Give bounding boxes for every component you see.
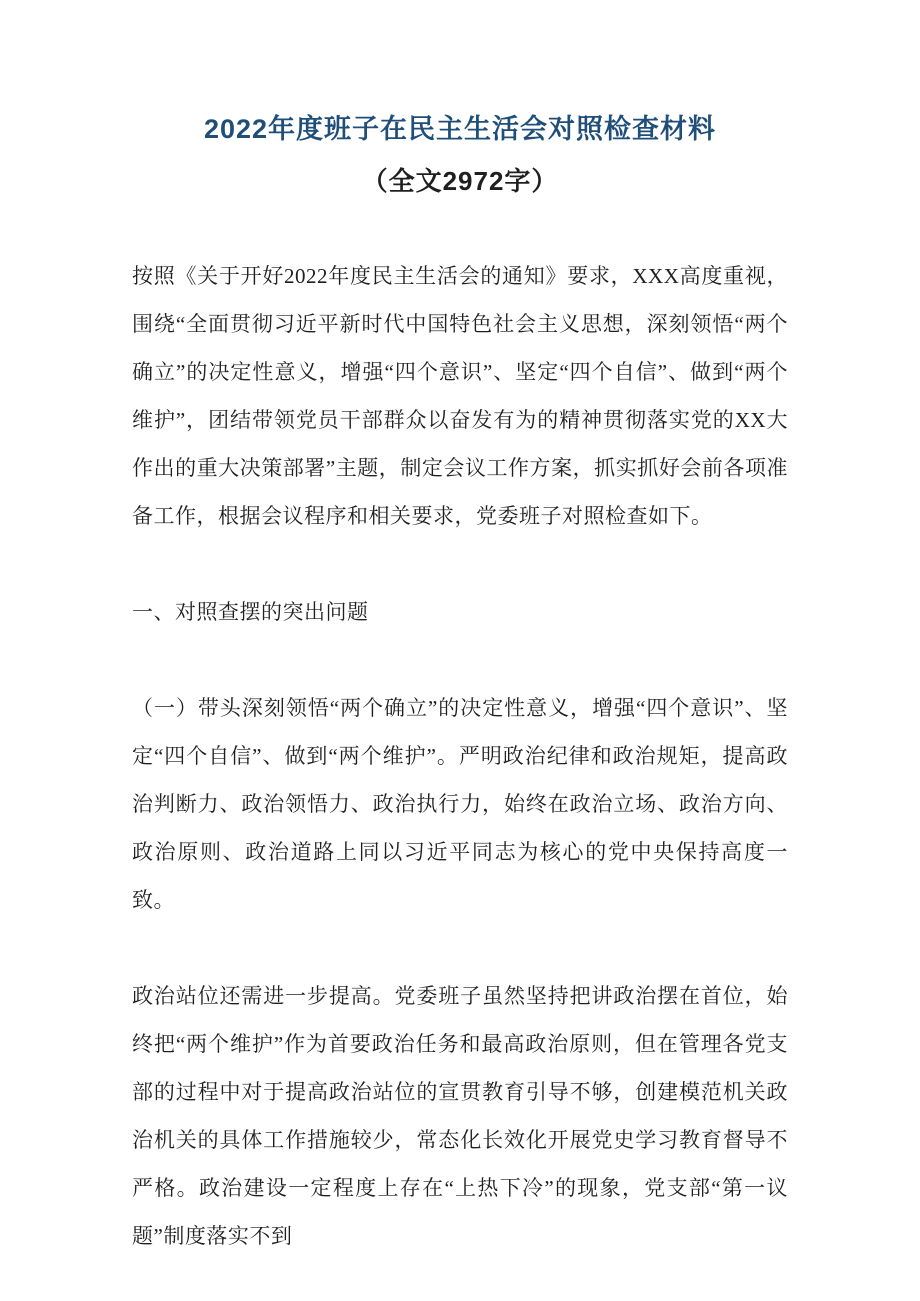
paragraph-intro: 按照《关于开好2022年度民主生活会的通知》要求，XXX高度重视，围绕“全面贯彻习近平新时代中国特色社会主义思想，深刻领悟“两个确立”的决定性意义，增强“四个意识”、坚定“四个自信”、做到“两个维护”，团结带领党员干部群众以奋发有为的精神贯彻落实党的XX大作出的重大决策部署”主题，制定会议工作方案，抓实抓好会前各项准备工作，根据会议程序和相关要求，党委班子对照检查如下。 <box>132 264 788 528</box>
paragraph-political-stance: 政治站位还需进一步提高。党委班子虽然坚持把讲政治摆在首位，始终把“两个维护”作为首要政治任务和最高政治原则，但在管理各党支部的过程中对于提高政治站位的宣贯教育引导不够，创建模范机关政治机关的具体工作措施较少，常态化长效化开展党史学习教育督导不严格。政治建设一定程度上存在“上热下冷”的现象，党支部“第一议题”制度落实不到 <box>132 984 788 1248</box>
document-body <box>132 252 788 1260</box>
document-title: 2022年度班子在民主生活会对照检查材料 <box>203 114 717 144</box>
document-subtitle: （全文2972字） <box>361 166 559 196</box>
section-heading-problems: 一、对照查摆的突出问题 <box>132 600 369 624</box>
paragraph-section1-lead: （一）带头深刻领悟“两个确立”的决定性意义，增强“四个意识”、坚定“四个自信”、做到“两个维护”。严明政治纪律和政治规矩，提高政治判断力、政治领悟力、政治执行力，始终在政治立场、政治方向、政治原则、政治道路上同以习近平同志为核心的党中央保持高度一致。 <box>132 696 788 912</box>
